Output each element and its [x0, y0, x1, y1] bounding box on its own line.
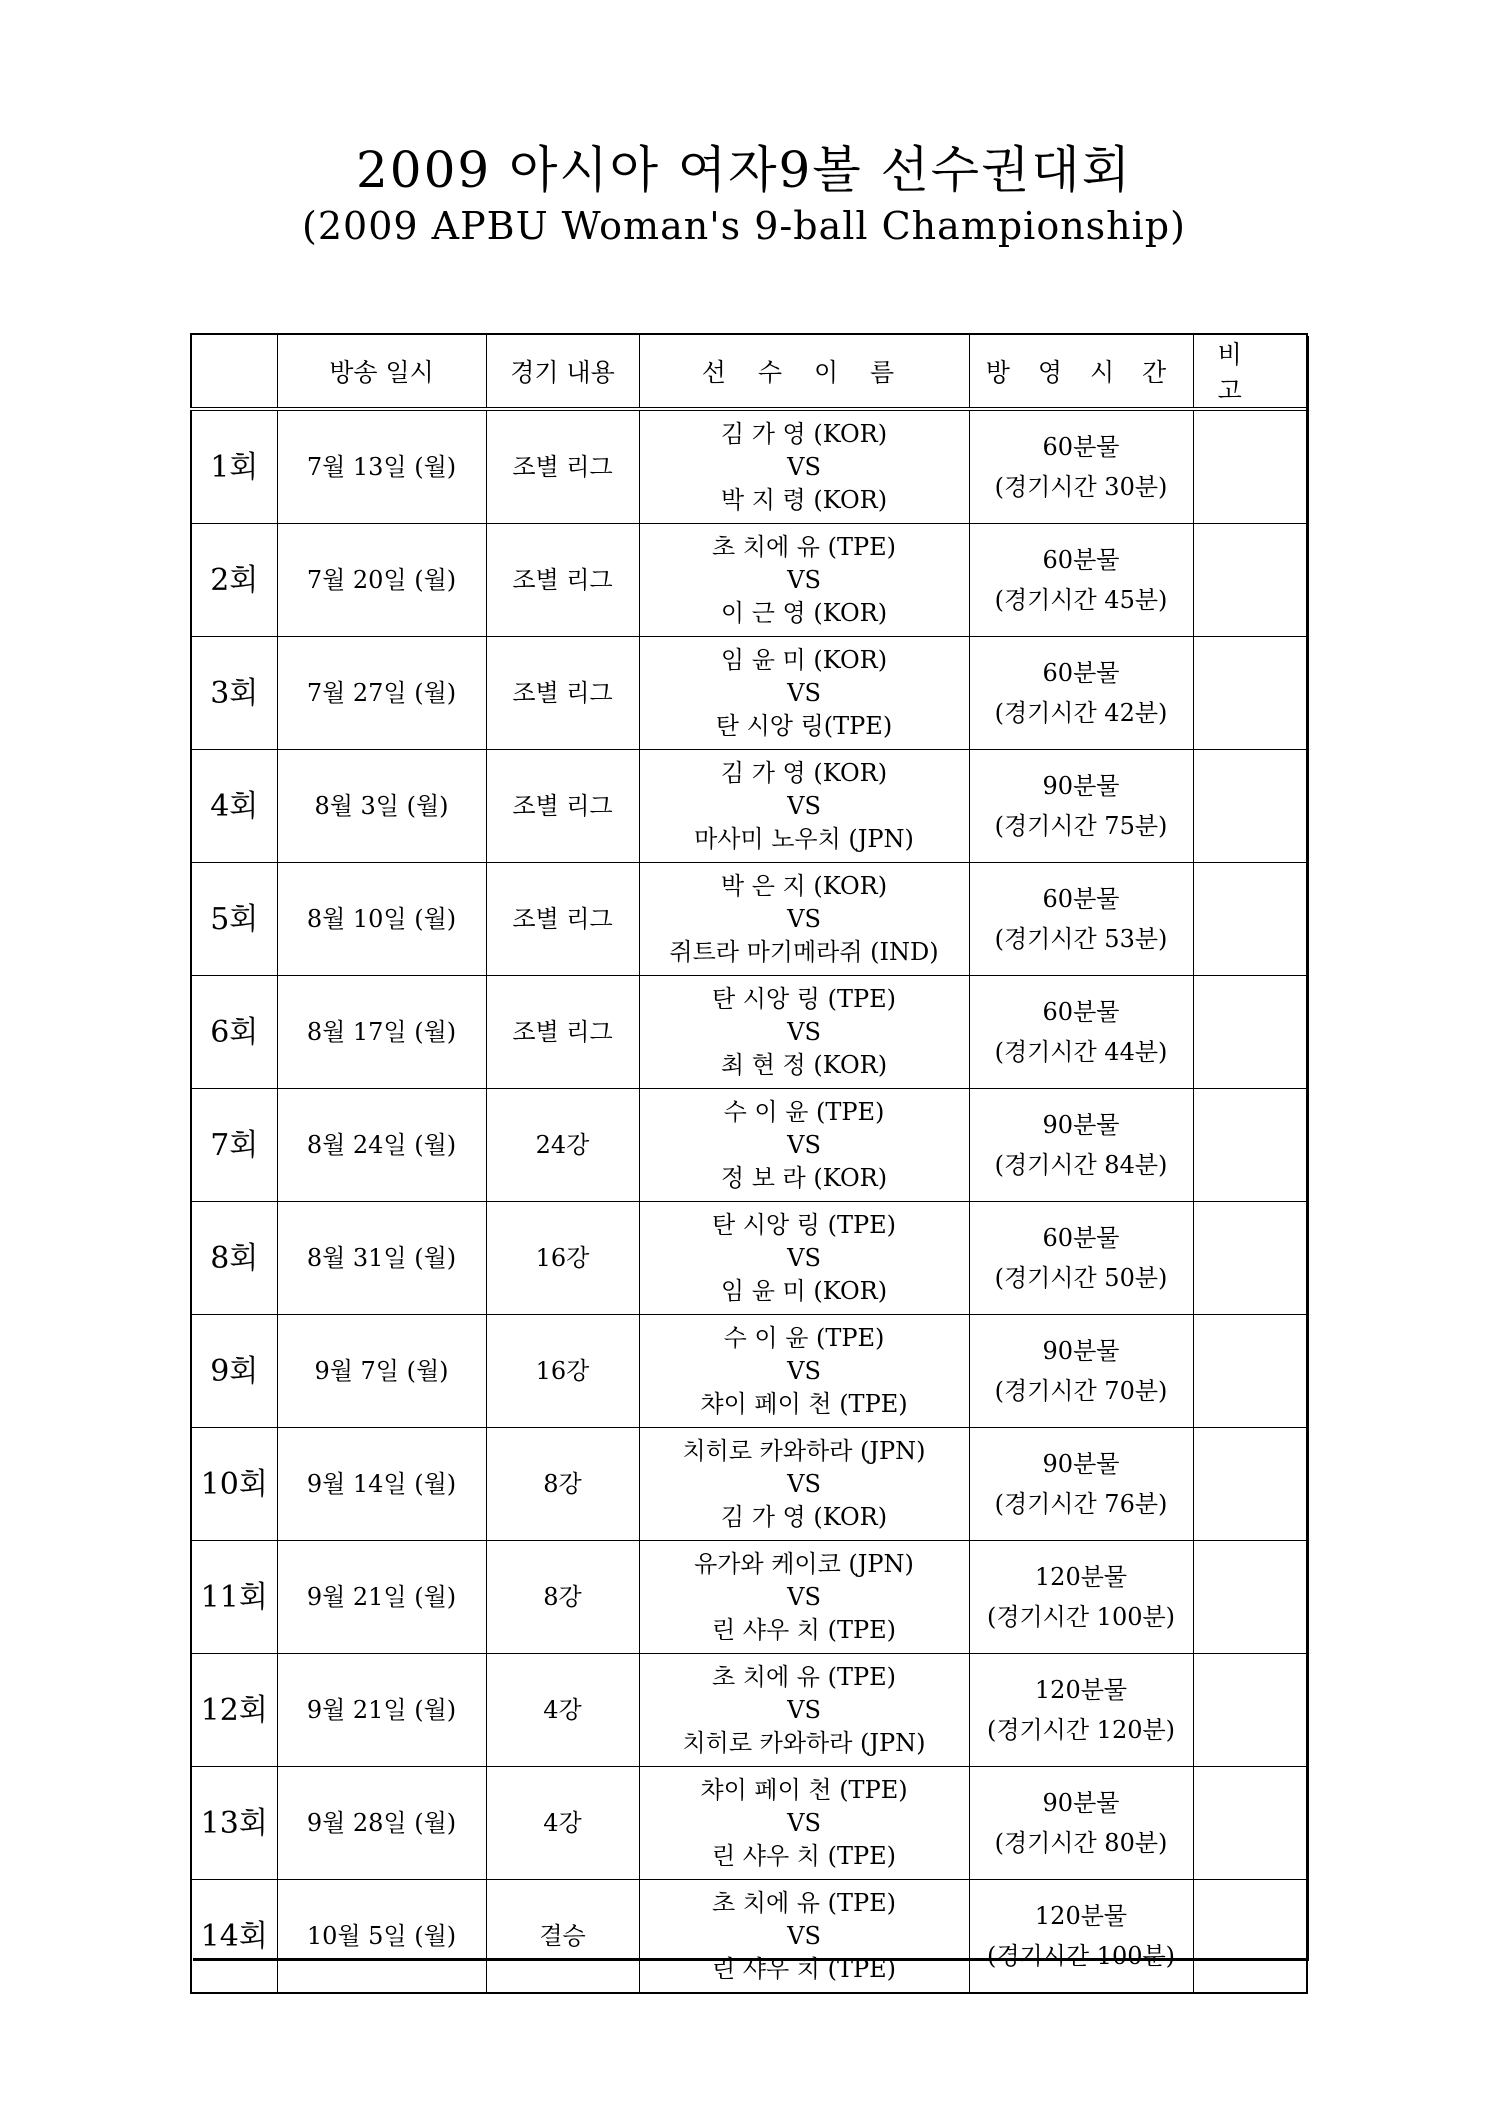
players-cell — [639, 1541, 969, 1654]
match-cell: 조별 리그 — [486, 750, 639, 863]
note-cell — [1193, 863, 1307, 976]
vs-label: VS — [787, 1582, 821, 1611]
episode-cell: 14회 — [191, 1880, 277, 1994]
game-time-label: (경기시간 50분) — [994, 1264, 1168, 1292]
table-row — [191, 1880, 1307, 1994]
player-name: 박 은 지 (KOR) — [720, 871, 888, 900]
players-cell — [639, 1767, 969, 1880]
date-cell: 10월 5일 (월) — [277, 1880, 486, 1994]
player-name: 이 근 영 (KOR) — [720, 598, 888, 627]
players-cell — [639, 1202, 969, 1315]
players-cell — [639, 750, 969, 863]
header-players: 선 수 이 름 — [639, 334, 969, 409]
runtime-cell — [969, 863, 1193, 976]
table-row — [191, 1541, 1307, 1654]
episode-cell: 1회 — [191, 409, 277, 524]
player-name: 초 치에 유 (TPE) — [711, 532, 897, 561]
table-row — [191, 409, 1307, 524]
game-time-label: (경기시간 70분) — [994, 1377, 1168, 1405]
game-time-label: (경기시간 45분) — [994, 586, 1168, 614]
note-cell — [1193, 1089, 1307, 1202]
table-row — [191, 1428, 1307, 1541]
player-name: 김 가 영 (KOR) — [720, 1502, 888, 1531]
player-name: 수 이 윤 (TPE) — [723, 1323, 885, 1352]
match-cell: 조별 리그 — [486, 409, 639, 524]
episode-cell: 13회 — [191, 1767, 277, 1880]
table-row — [191, 1089, 1307, 1202]
date-cell: 9월 14일 (월) — [277, 1428, 486, 1541]
player-name: 린 샤우 치 (TPE) — [711, 1954, 897, 1983]
runtime-cell — [969, 1654, 1193, 1767]
player-name: 탄 시앙 링 (TPE) — [711, 984, 897, 1013]
players-cell — [639, 1089, 969, 1202]
player-name: 챠이 페이 천 (TPE) — [700, 1775, 908, 1804]
runtime-cell — [969, 1315, 1193, 1428]
note-cell — [1193, 1315, 1307, 1428]
vs-label: VS — [787, 452, 821, 481]
vs-label: VS — [787, 678, 821, 707]
table-row — [191, 1315, 1307, 1428]
episode-cell: 3회 — [191, 637, 277, 750]
players-cell — [639, 637, 969, 750]
player-name: 치히로 카와하라 (JPN) — [682, 1436, 926, 1465]
date-cell: 8월 17일 (월) — [277, 976, 486, 1089]
player-name: 린 샤우 치 (TPE) — [711, 1841, 897, 1870]
date-cell: 7월 13일 (월) — [277, 409, 486, 524]
match-cell: 결승 — [486, 1880, 639, 1994]
vs-label: VS — [787, 1356, 821, 1385]
vs-label: VS — [787, 1130, 821, 1159]
match-cell: 16강 — [486, 1202, 639, 1315]
runtime-label: 120분물 — [1034, 1902, 1128, 1930]
game-time-label: (경기시간 76분) — [994, 1490, 1168, 1518]
vs-label: VS — [787, 1695, 821, 1724]
match-cell: 조별 리그 — [486, 637, 639, 750]
vs-label: VS — [787, 1469, 821, 1498]
players-cell — [639, 1880, 969, 1994]
table-row — [191, 1202, 1307, 1315]
note-cell — [1193, 1654, 1307, 1767]
vs-label: VS — [787, 791, 821, 820]
broadcast-schedule-table — [190, 333, 1308, 1994]
match-cell: 24강 — [486, 1089, 639, 1202]
game-time-label: (경기시간 100분) — [986, 1603, 1176, 1631]
header-match-type: 경기 내용 — [486, 334, 639, 409]
note-cell — [1193, 1428, 1307, 1541]
game-time-label: (경기시간 30분) — [994, 473, 1168, 501]
note-cell — [1193, 1541, 1307, 1654]
player-name: 치히로 카와하라 (JPN) — [682, 1728, 926, 1757]
player-name: 임 윤 미 (KOR) — [720, 1276, 888, 1305]
runtime-cell — [969, 1202, 1193, 1315]
runtime-cell — [969, 637, 1193, 750]
note-cell — [1193, 637, 1307, 750]
vs-label: VS — [787, 565, 821, 594]
game-time-label: (경기시간 53분) — [994, 925, 1168, 953]
game-time-label: (경기시간 100분) — [986, 1942, 1176, 1970]
runtime-label: 60분물 — [1042, 659, 1120, 687]
table-row — [191, 637, 1307, 750]
date-cell: 9월 7일 (월) — [277, 1315, 486, 1428]
table-row — [191, 863, 1307, 976]
episode-cell: 8회 — [191, 1202, 277, 1315]
date-cell: 7월 20일 (월) — [277, 524, 486, 637]
date-cell: 8월 24일 (월) — [277, 1089, 486, 1202]
schedule-table-wrapper — [190, 333, 1306, 1983]
table-row — [191, 1767, 1307, 1880]
runtime-cell — [969, 750, 1193, 863]
episode-cell: 7회 — [191, 1089, 277, 1202]
note-cell — [1193, 524, 1307, 637]
note-cell — [1193, 1880, 1307, 1994]
runtime-cell — [969, 1089, 1193, 1202]
game-time-label: (경기시간 80분) — [994, 1829, 1168, 1857]
page-title: 2009 아시아 여자9볼 선수권대회 — [355, 141, 1133, 199]
episode-cell: 2회 — [191, 524, 277, 637]
vs-label: VS — [787, 1243, 821, 1272]
episode-cell: 12회 — [191, 1654, 277, 1767]
players-cell — [639, 863, 969, 976]
match-cell: 8강 — [486, 1428, 639, 1541]
runtime-cell — [969, 524, 1193, 637]
runtime-label: 60분물 — [1042, 998, 1120, 1026]
player-name: 박 지 령 (KOR) — [720, 485, 888, 514]
match-cell: 8강 — [486, 1541, 639, 1654]
match-cell: 4강 — [486, 1654, 639, 1767]
date-cell: 8월 3일 (월) — [277, 750, 486, 863]
episode-cell: 5회 — [191, 863, 277, 976]
runtime-cell — [969, 976, 1193, 1089]
runtime-cell — [969, 1880, 1193, 1994]
runtime-cell — [969, 1767, 1193, 1880]
header-runtime: 방 영 시 간 — [969, 334, 1193, 409]
match-cell: 4강 — [486, 1767, 639, 1880]
date-cell: 7월 27일 (월) — [277, 637, 486, 750]
runtime-label: 60분물 — [1042, 433, 1120, 461]
player-name: 탄 시앙 링(TPE) — [715, 711, 893, 740]
game-time-label: (경기시간 44분) — [994, 1038, 1168, 1066]
vs-label: VS — [787, 1921, 821, 1950]
players-cell — [639, 976, 969, 1089]
episode-cell: 9회 — [191, 1315, 277, 1428]
title-block — [0, 140, 1488, 252]
player-name: 초 치에 유 (TPE) — [711, 1662, 897, 1691]
date-cell: 8월 31일 (월) — [277, 1202, 486, 1315]
player-name: 김 가 영 (KOR) — [720, 419, 888, 448]
match-cell: 16강 — [486, 1315, 639, 1428]
player-name: 쥐트라 마기메라쥐 (IND) — [669, 937, 939, 966]
date-cell: 9월 21일 (월) — [277, 1654, 486, 1767]
runtime-label: 90분물 — [1042, 1111, 1120, 1139]
runtime-label: 90분물 — [1042, 1337, 1120, 1365]
players-cell — [639, 409, 969, 524]
vs-label: VS — [787, 904, 821, 933]
game-time-label: (경기시간 84분) — [994, 1151, 1168, 1179]
date-cell: 9월 21일 (월) — [277, 1541, 486, 1654]
runtime-cell — [969, 1541, 1193, 1654]
note-cell — [1193, 750, 1307, 863]
runtime-label: 90분물 — [1042, 1450, 1120, 1478]
episode-cell: 11회 — [191, 1541, 277, 1654]
table-row — [191, 976, 1307, 1089]
schedule-body — [191, 409, 1307, 1993]
runtime-label: 90분물 — [1042, 1789, 1120, 1817]
runtime-label: 60분물 — [1042, 546, 1120, 574]
players-cell — [639, 1315, 969, 1428]
episode-cell: 6회 — [191, 976, 277, 1089]
player-name: 수 이 윤 (TPE) — [723, 1097, 885, 1126]
player-name: 탄 시앙 링 (TPE) — [711, 1210, 897, 1239]
header-row — [191, 334, 1307, 409]
player-name: 최 현 정 (KOR) — [720, 1050, 888, 1079]
runtime-label: 120분물 — [1034, 1563, 1128, 1591]
episode-cell: 4회 — [191, 750, 277, 863]
match-cell: 조별 리그 — [486, 524, 639, 637]
header-broadcast-date: 방송 일시 — [277, 334, 486, 409]
header-note: 비 고 — [1193, 334, 1307, 409]
player-name: 린 샤우 치 (TPE) — [711, 1615, 897, 1644]
player-name: 마사미 노우치 (JPN) — [694, 824, 914, 853]
date-cell: 9월 28일 (월) — [277, 1767, 486, 1880]
match-cell: 조별 리그 — [486, 976, 639, 1089]
runtime-label: 60분물 — [1042, 885, 1120, 913]
player-name: 초 치에 유 (TPE) — [711, 1888, 897, 1917]
page-subtitle: (2009 APBU Woman's 9-ball Championship) — [302, 204, 1186, 248]
note-cell — [1193, 976, 1307, 1089]
game-time-label: (경기시간 75분) — [994, 812, 1168, 840]
game-time-label: (경기시간 120분) — [986, 1716, 1176, 1744]
note-cell — [1193, 1202, 1307, 1315]
runtime-cell — [969, 409, 1193, 524]
players-cell — [639, 524, 969, 637]
players-cell — [639, 1654, 969, 1767]
header-episode — [191, 334, 277, 409]
player-name: 김 가 영 (KOR) — [720, 758, 888, 787]
runtime-cell — [969, 1428, 1193, 1541]
vs-label: VS — [787, 1808, 821, 1837]
runtime-label: 90분물 — [1042, 772, 1120, 800]
runtime-label: 60분물 — [1042, 1224, 1120, 1252]
vs-label: VS — [787, 1017, 821, 1046]
date-cell: 8월 10일 (월) — [277, 863, 486, 976]
player-name: 챠이 페이 천 (TPE) — [700, 1389, 908, 1418]
episode-cell: 10회 — [191, 1428, 277, 1541]
note-cell — [1193, 1767, 1307, 1880]
table-row — [191, 524, 1307, 637]
table-row — [191, 1654, 1307, 1767]
player-name: 정 보 라 (KOR) — [720, 1163, 888, 1192]
table-row — [191, 750, 1307, 863]
players-cell — [639, 1428, 969, 1541]
player-name: 유가와 케이코 (JPN) — [694, 1549, 914, 1578]
player-name: 임 윤 미 (KOR) — [720, 645, 888, 674]
note-cell — [1193, 409, 1307, 524]
game-time-label: (경기시간 42분) — [994, 699, 1168, 727]
runtime-label: 120분물 — [1034, 1676, 1128, 1704]
match-cell: 조별 리그 — [486, 863, 639, 976]
